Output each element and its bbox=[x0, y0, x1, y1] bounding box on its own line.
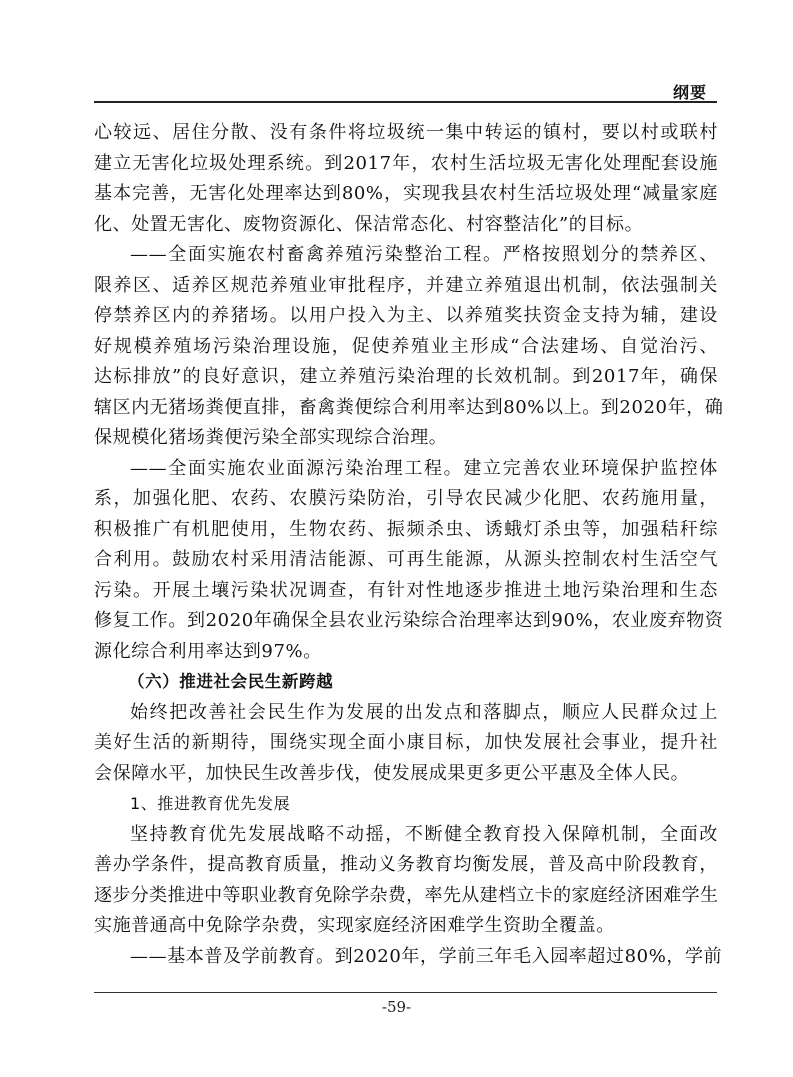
text-line: 始终把改善社会民生作为发展的出发点和落脚点，顺应人民群众过上 bbox=[130, 701, 718, 723]
text-line: 积极推广有机肥使用，生物农药、振频杀虫、诱蛾灯杀虫等，加强秸秆综 bbox=[94, 518, 718, 540]
text-line: ——基本普及学前教育。到2020年，学前三年毛入园率超过80%，学前 bbox=[130, 945, 723, 967]
text-line: 建立无害化垃圾处理系统。到2017年，农村生活垃圾无害化处理配套设施 bbox=[94, 152, 718, 174]
text-line: 坚持教育优先发展战略不动摇，不断健全教育投入保障机制，全面改 bbox=[130, 823, 718, 845]
text-line: 实施普通高中免除学杂费，实现家庭经济困难学生资助全覆盖。 bbox=[94, 915, 615, 936]
text-line: 合利用。鼓励农村采用清洁能源、可再生能源，从源头控制农村生活空气 bbox=[94, 549, 718, 570]
paragraph-social-livelihood bbox=[94, 698, 718, 790]
text-line: ——全面实施农村畜禽养殖污染整治工程。严格按照划分的禁养区、 bbox=[130, 244, 718, 265]
text-line: 化、处置无害化、废物资源化、保洁常态化、村容整洁化”的目标。 bbox=[94, 213, 644, 235]
paragraph-education-priority bbox=[94, 820, 718, 942]
paragraph-rural-waste bbox=[94, 118, 718, 240]
page-number: -59- bbox=[381, 998, 412, 1016]
text-line: 好规模养殖场污染治理设施，促使养殖业主形成“合法建场、自觉治污、 bbox=[94, 335, 718, 357]
text-line: 限养区、适养区规范养殖业审批程序，并建立养殖退出机制，依法强制关 bbox=[94, 274, 718, 296]
footer-rule bbox=[94, 992, 717, 993]
text-line: 美好生活的新期待，围绕实现全面小康目标，加快发展社会事业，提升社 bbox=[94, 732, 718, 753]
subsection-heading: 1、推进教育优先发展 bbox=[130, 794, 291, 813]
document-body bbox=[94, 118, 724, 972]
text-line: 善办学条件，提高教育质量，推动义务教育均衡发展，普及高中阶段教育， bbox=[94, 854, 718, 875]
text-line: 保规模化猪场粪便污染全部实现综合治理。 bbox=[94, 427, 448, 448]
text-line: 污染。开展土壤污染状况调查，有针对性地逐步推进土地污染治理和生态 bbox=[94, 579, 718, 601]
text-line: 达标排放”的良好意识，建立养殖污染治理的长效机制。到2017年，确保 bbox=[94, 366, 718, 387]
text-line: 辖区内无猪场粪便直排，畜禽粪便综合利用率达到80%以上。到2020年，确 bbox=[94, 396, 724, 418]
text-line: 基本完善，无害化处理率达到80%，实现我县农村生活垃圾处理“减量家庭 bbox=[94, 183, 718, 204]
text-line: ——全面实施农业面源污染治理工程。建立完善农业环境保护监控体 bbox=[130, 457, 718, 479]
text-line: 会保障水平，加快民生改善步伐，使发展成果更多更公平惠及全体人民。 bbox=[94, 762, 690, 784]
section-label: 纲要 bbox=[672, 83, 707, 102]
header-rule bbox=[94, 101, 717, 103]
text-line: 修复工作。到2020年确保全县农业污染综合治理率达到90%，农业废弃物资 bbox=[94, 610, 724, 631]
section-heading: （六）推进社会民生新跨越 bbox=[128, 672, 334, 691]
text-line: 停禁养区内的养猪场。以用户投入为主、以养殖奖扶资金支持为辅，建设 bbox=[94, 305, 718, 326]
text-line: 源化综合利用率达到97%。 bbox=[94, 640, 322, 662]
text-line: 心较远、居住分散、没有条件将垃圾统一集中转运的镇村，要以村或联村 bbox=[94, 122, 718, 143]
paragraph-agricultural-pollution bbox=[94, 454, 724, 668]
text-line: 逐步分类推进中等职业教育免除学杂费，率先从建档立卡的家庭经济困难学生 bbox=[94, 884, 718, 906]
text-line: 系，加强化肥、农药、农膜污染防治，引导农民减少化肥、农药施用量， bbox=[94, 488, 718, 509]
paragraph-preschool bbox=[94, 942, 723, 973]
paragraph-livestock-pollution bbox=[94, 240, 724, 454]
